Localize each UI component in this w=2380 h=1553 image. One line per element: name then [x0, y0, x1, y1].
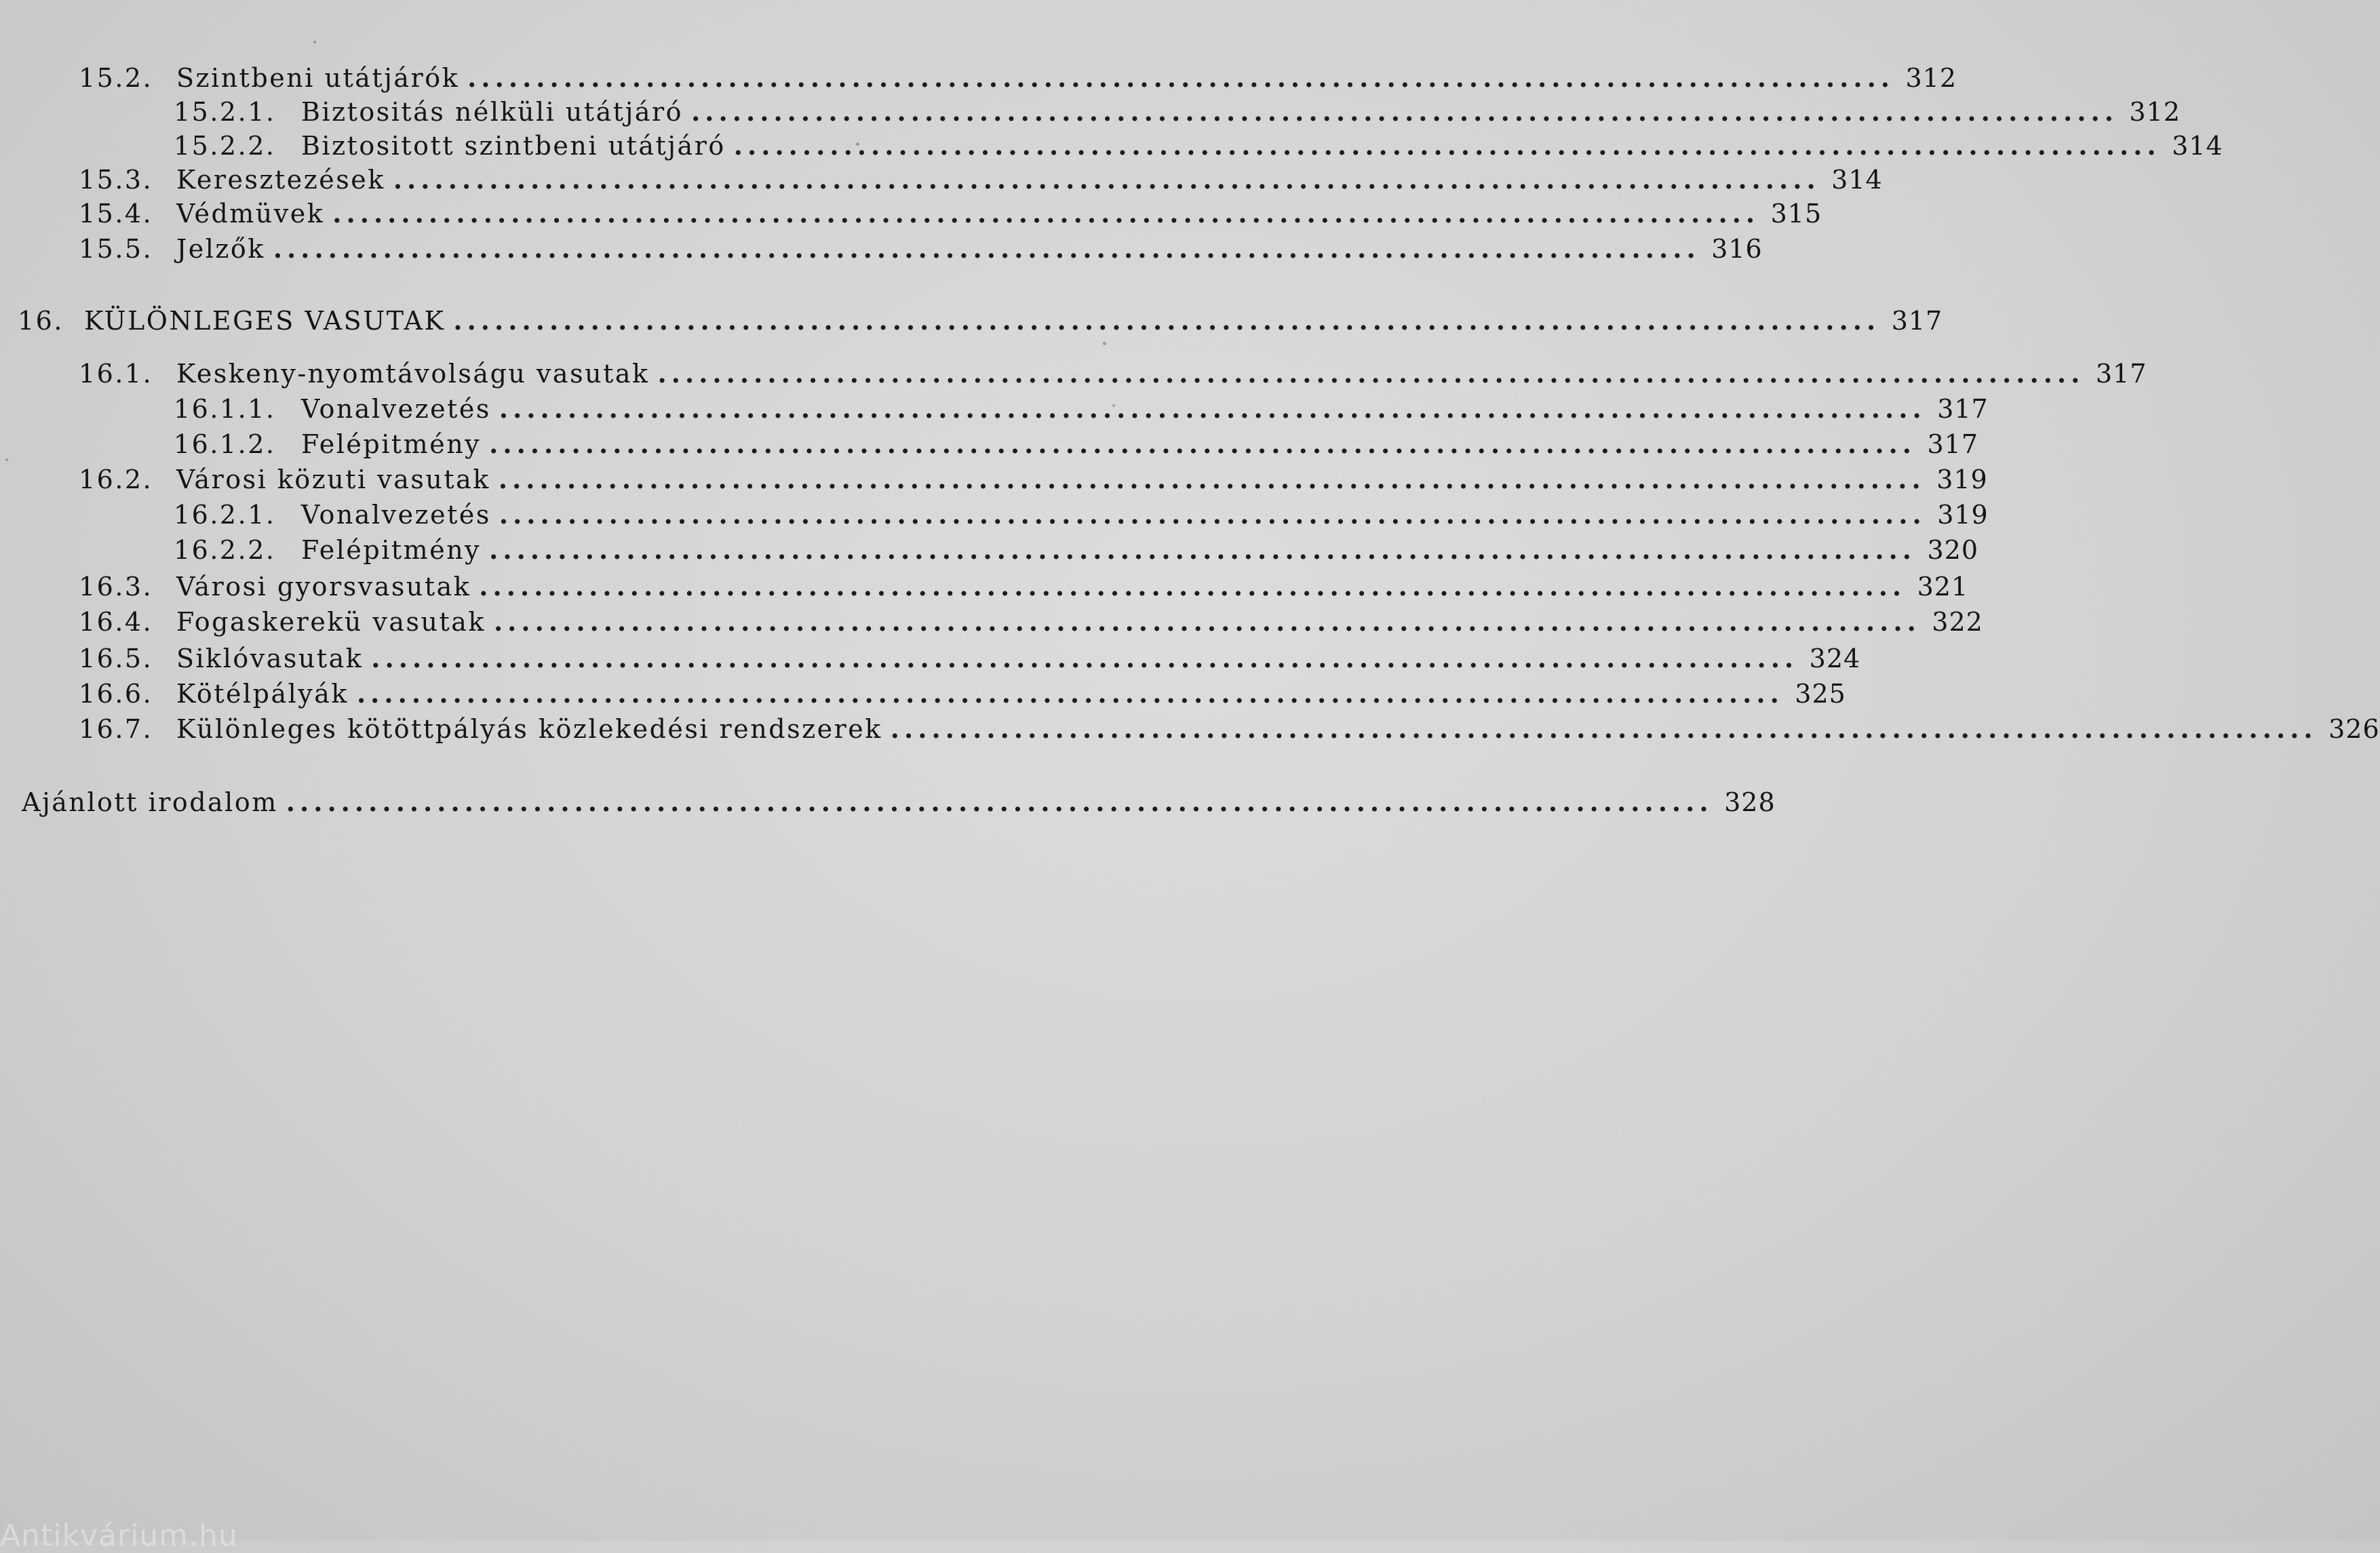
- dot-leader: ........................................................................................................: [371, 643, 1799, 673]
- toc-entry-page: 317: [1891, 306, 1943, 336]
- toc-entry-page: 319: [1936, 465, 1988, 494]
- dot-leader: ........................................................................................................: [467, 62, 1895, 93]
- toc-entry-page: 312: [1905, 63, 1957, 93]
- toc-entry-number: 16.5.: [79, 644, 153, 673]
- toc-entry-page: 314: [2172, 131, 2223, 161]
- dot-leader: ........................................................................................................: [453, 305, 1881, 336]
- toc-entry-number: 16.1.: [79, 359, 153, 389]
- toc-entry-title: Szintbeni utátjárók: [176, 63, 460, 93]
- toc-entry-number: 15.2.2.: [174, 131, 276, 161]
- toc-entry: [79, 713, 2380, 749]
- toc-entry-page: 317: [2095, 359, 2147, 389]
- toc-entry-page: 315: [1770, 199, 1822, 229]
- toc-entry-title: Fogaskerekü vasutak: [176, 607, 486, 637]
- toc-entry: [79, 233, 1763, 269]
- toc-entry-title: Vonalvezetés: [301, 500, 491, 530]
- toc-entry-number: 16.7.: [79, 714, 153, 744]
- toc-entry-number: 16.2.2.: [174, 535, 276, 565]
- dot-leader: ........................................................................................................: [489, 429, 1917, 459]
- dot-leader: ........................................................................................................: [356, 678, 1784, 709]
- toc-entry-number: 16.1.2.: [174, 429, 276, 459]
- bibliography-page: 328: [1724, 787, 1776, 817]
- toc-entry-number: 15.3.: [79, 165, 153, 195]
- dot-leader: ........................................................................................................: [273, 233, 1700, 264]
- toc-entry: [174, 96, 2181, 132]
- toc-entry: [79, 464, 1988, 499]
- toc-entry: [79, 62, 1957, 98]
- toc-entry-title: Siklóvasutak: [176, 644, 364, 673]
- toc-entry: [79, 678, 1846, 713]
- toc-entry: [174, 130, 2223, 165]
- toc-entry-title: Védmüvek: [176, 199, 325, 229]
- toc-entry: [174, 393, 1989, 429]
- toc-entry: [174, 429, 1979, 464]
- bibliography-title: Ajánlott irodalom: [22, 787, 278, 817]
- paper-speck: [856, 142, 859, 146]
- dot-leader: ........................................................................................................: [499, 499, 1926, 530]
- toc-entry-page: 322: [1932, 607, 1983, 637]
- toc-entry-number: 16.2.1.: [174, 500, 276, 530]
- toc-entry-page: 321: [1917, 572, 1969, 602]
- toc-entry-title: Felépitmény: [301, 429, 482, 459]
- toc-entry-number: 15.2.: [79, 63, 153, 93]
- toc-chapter-heading: [18, 305, 1943, 340]
- toc-entry-title: Felépitmény: [301, 535, 482, 565]
- toc-entry-number: 16.1.1.: [174, 394, 276, 424]
- toc-entry-page: 317: [1937, 394, 1989, 424]
- toc-entry-title: Városi közuti vasutak: [176, 465, 490, 494]
- toc-entry-page: 316: [1711, 234, 1763, 264]
- toc-entry-number: 16.4.: [79, 607, 153, 637]
- dot-leader: ........................................................................................................: [733, 130, 2161, 161]
- toc-entry-page: 324: [1809, 644, 1861, 673]
- toc-entry-title: Vonalvezetés: [301, 394, 491, 424]
- toc-entry-title: Városi gyorsvasutak: [176, 572, 471, 602]
- paper-speck: [1112, 404, 1115, 407]
- toc-entry-page: 326: [2328, 714, 2380, 744]
- toc-entry: [174, 534, 1979, 570]
- toc-entry-number: 16.: [18, 306, 64, 336]
- dot-leader: ........................................................................................................: [498, 464, 1926, 494]
- toc-entry: [174, 499, 1989, 534]
- toc-entry-title: Biztositott szintbeni utátjáró: [301, 131, 726, 161]
- dot-leader: ........................................................................................................: [489, 534, 1917, 565]
- toc-entry: [79, 198, 1822, 233]
- watermark: Antikvárium.hu: [0, 1518, 238, 1553]
- toc-entry-title: Keskeny-nyomtávolságu vasutak: [176, 359, 650, 389]
- toc-entry-title: Kötélpályák: [176, 679, 349, 709]
- toc-entry-number: 16.6.: [79, 679, 153, 709]
- toc-entry-title: Jelzők: [176, 234, 265, 264]
- dot-leader: ........................................................................................................: [499, 393, 1926, 424]
- toc-entry-page: 319: [1937, 500, 1989, 530]
- toc-entry-number: 16.3.: [79, 572, 153, 602]
- dot-leader: ........................................................................................................: [691, 96, 2118, 127]
- toc-entry: [79, 643, 1861, 678]
- toc-entry-number: 16.2.: [79, 465, 153, 494]
- paper-speck: [5, 458, 8, 461]
- dot-leader: ........................................................................................................: [286, 787, 1713, 817]
- toc-entry-page: 314: [1831, 165, 1883, 195]
- toc-entry-page: 320: [1927, 535, 1979, 565]
- toc-entry-page: 312: [2129, 97, 2181, 127]
- toc-entry-number: 15.4.: [79, 199, 153, 229]
- toc-entry: [79, 606, 1983, 642]
- toc-entry-title: Biztositás nélküli utátjáró: [301, 97, 684, 127]
- dot-leader: ........................................................................................................: [493, 606, 1921, 637]
- dot-leader: ........................................................................................................: [332, 198, 1760, 229]
- toc-entry: [79, 358, 2147, 393]
- toc-bibliography: [22, 787, 1776, 822]
- toc-entry-title: Különleges kötöttpályás közlekedési rendszerek: [176, 714, 882, 744]
- toc-entry-number: 15.5.: [79, 234, 153, 264]
- paper-speck: [1103, 342, 1106, 345]
- toc-entry-page: 317: [1927, 429, 1979, 459]
- dot-leader: ........................................................................................................: [393, 164, 1820, 195]
- toc-entry-title: KÜLÖNLEGES VASUTAK: [84, 306, 446, 336]
- toc-entry-number: 15.2.1.: [174, 97, 276, 127]
- paper-speck: [313, 41, 316, 43]
- toc-entry-page: 325: [1795, 679, 1846, 709]
- dot-leader: ........................................................................................................: [479, 571, 1907, 602]
- toc-entry: [79, 164, 1883, 199]
- dot-leader: ........................................................................................................: [657, 358, 2085, 389]
- toc-entry: [79, 571, 1969, 606]
- toc-entry-title: Keresztezések: [176, 165, 385, 195]
- dot-leader: ........................................................................................................: [890, 713, 2318, 744]
